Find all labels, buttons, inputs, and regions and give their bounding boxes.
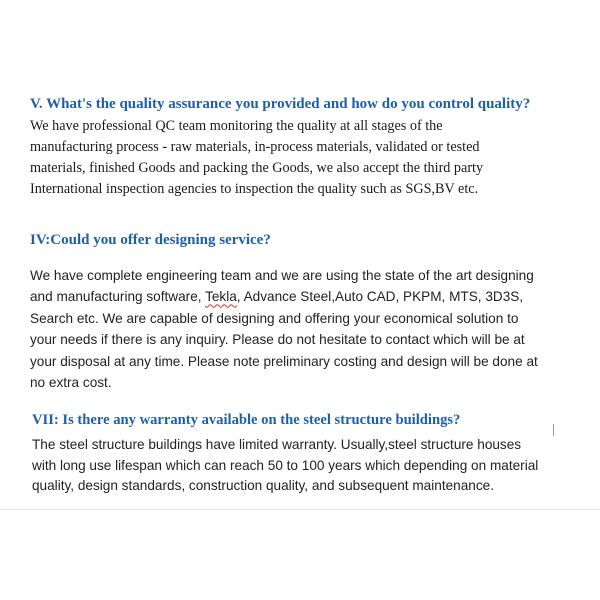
faq-section-quality	[30, 94, 590, 200]
page-divider	[0, 509, 600, 510]
answer-paragraph: The steel structure buildings have limited warranty. Usually,steel structure houses with long use lifespan which can reach 50 to 100 years which depending on material quality, design standards, construction quality, and subsequent maintenance.	[32, 437, 539, 493]
question-heading: IV:Could you offer designing service?	[30, 232, 271, 248]
answer-paragraph: We have professional QC team monitoring the quality at all stages of the manufacturing process - raw materials, in-process materials, validated or tested materials, finished Goods and packing the Goods, we also accept the third party International inspection agencies to inspection the quality such as SGS,BV etc.	[30, 118, 484, 197]
text-cursor	[553, 424, 554, 436]
spellcheck-flagged-word: Tekla	[205, 289, 237, 305]
answer-paragraph	[30, 265, 590, 393]
question-heading: V. What's the quality assurance you provided and how do you control quality?	[30, 96, 531, 112]
faq-section-design	[30, 230, 590, 393]
answer-text-start: We have complete engineering team and we are using the state of the art designing and manufacturing software,	[30, 268, 534, 305]
answer-text-end: , Advance Steel,Auto CAD, PKPM, MTS, 3D3S, Search etc. We are capable of designing and offering your economical solution to your needs if there is any inquiry. Please do not hesitate to contact which will be at your disposal at any time. Please note preliminary costing and design will be done at no extra cost.	[30, 289, 538, 391]
faq-section-warranty	[32, 410, 592, 497]
question-heading: VII: Is there any warranty available on the steel structure buildings?	[32, 412, 461, 428]
